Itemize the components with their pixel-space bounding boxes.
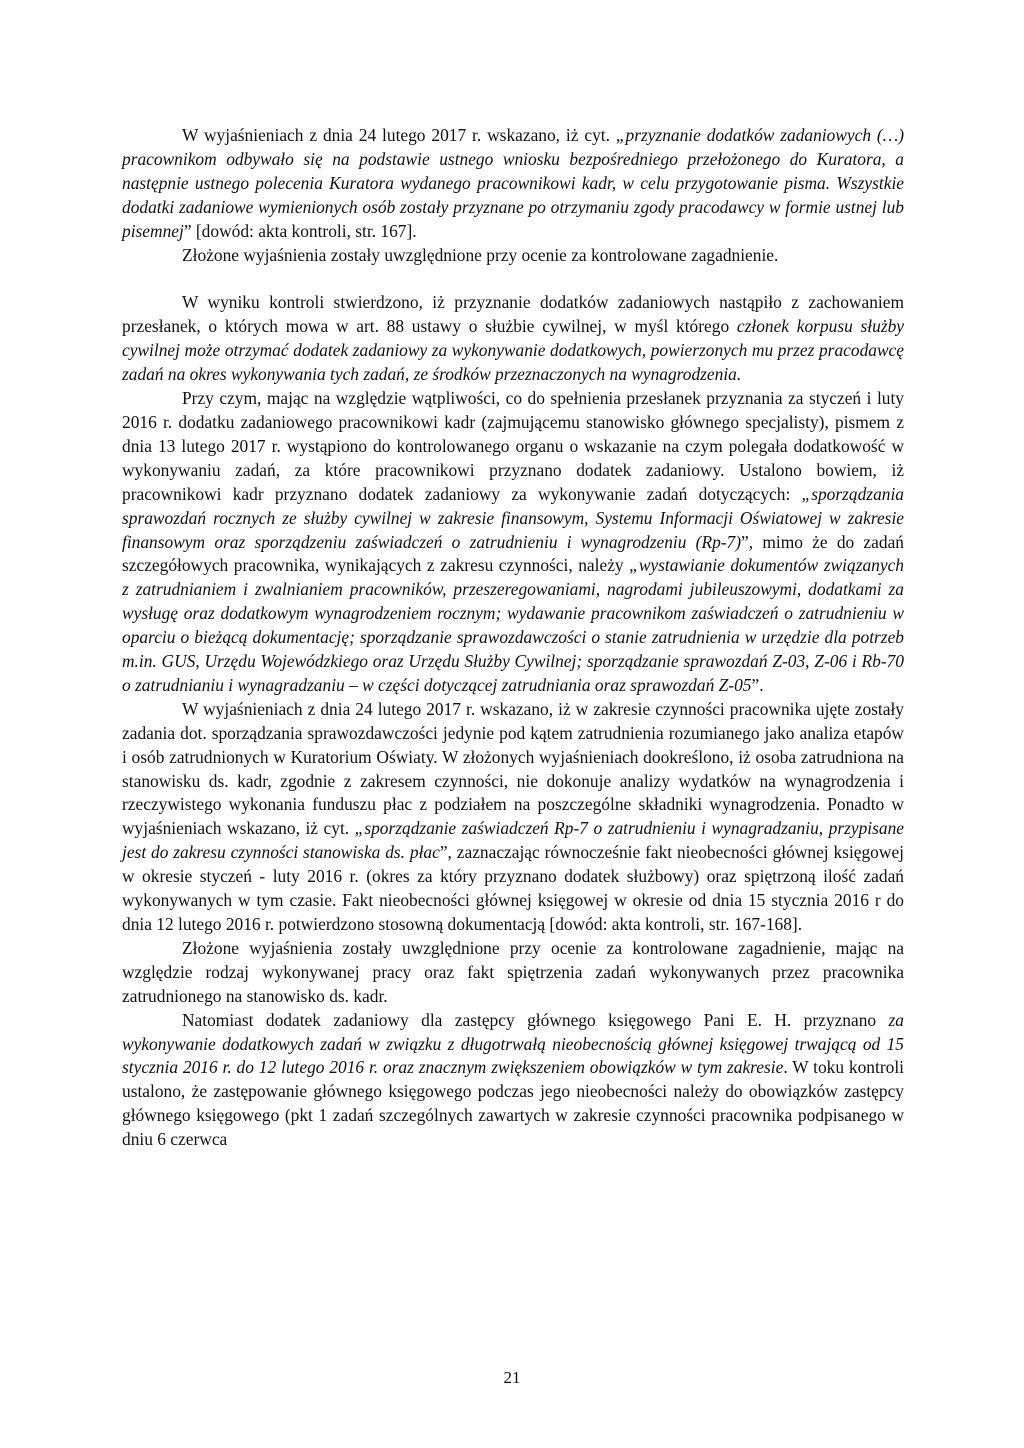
- paragraph-2: [122, 244, 904, 268]
- text-segment: W wyjaśnieniach z dnia 24 lutego 2017 r. wskazano, iż cyt.: [182, 125, 616, 145]
- text-segment: Natomiast dodatek zadaniowy dla zastępcy głównego księgowego Pani E. H. przyznano: [182, 1009, 889, 1030]
- page-number: 21: [503, 1368, 521, 1387]
- italic-quote: za wykonywanie dodatkowych zadań w związku z długotrwałą nieobecnością głównej księgowej trwającą od 15 stycznia 2016 r. do 12 lutego 2016 r. oraz znacznym zwiększeniem obowiązków w tym zakresie: [122, 1009, 904, 1078]
- paragraph-spacer: [122, 267, 904, 291]
- paragraph-3: [122, 291, 904, 387]
- italic-quote: „sporządzanie zaświadczeń Rp-7 o zatrudnieniu i wynagradzaniu, przypisane jest do zakresu czynności stanowiska ds. płac: [122, 818, 904, 863]
- text-segment: . W toku kontroli ustalono, że zastępowanie głównego księgowego podczas jego nieobecności należy do obowiązków zastępcy głównego księgowego (pkt 1 zadań szczególnych zawartych w zakresie czynności pracownika podpisanego w dniu 6 czerwca: [122, 1057, 904, 1150]
- text-segment: ”.: [751, 674, 764, 695]
- text-segment: W wyjaśnieniach z dnia 24 lutego 2017 r. wskazano, iż w zakresie czynności pracownika ujęte zostały zadania dot. sporządzania sprawozdawczości jedynie pod kątem zatrudnienia rozumianego jako analiza etapów i osób zatrudnionych w Kuratorium Oświaty. W złożonych wyjaśnieniach dookreślono, iż osoba zatrudniona na stanowisku ds. kadr, zgodnie z zakresem czynności, nie dokonuje analizy wydatków na wynagrodzenia i rzeczywistego wykonania funduszu płac z podziałem na poszczególne składniki wynagrodzenia. Ponadto w wyjaśnieniach wskazano, iż cyt.: [122, 698, 904, 839]
- text-segment: Złożone wyjaśnienia zostały uwzględnione przy ocenie za kontrolowane zagadnienie.: [182, 244, 779, 265]
- text-segment: Przy czym, mając na względzie wątpliwości, co do spełnienia przesłanek przyznania za styczeń i luty 2016 r. dodatku zadaniowego pracownikowi kadr (zajmującemu stanowisko głównego specjalisty), pismem z dnia 13 lutego 2017 r. wystąpiono do kontrolowanego organu o wskazanie na czym polegała dodatkowość w wykonywaniu zadań, za które pracownikowi przyznano dodatek zadaniowy. Ustalono bowiem, iż pracownikowi kadr przyznano dodatek zadaniowy za wykonywanie zadań dotyczących:: [122, 388, 904, 504]
- text-segment: Złożone wyjaśnienia zostały uwzględnione przy ocenie za kontrolowane zagadnienie, mając na względzie rodzaj wykonywanej pracy oraz fakt spiętrzenia zadań wykonywanych przez pracownika zatrudnionego na stanowisko ds. kadr.: [122, 937, 904, 1006]
- italic-quote: „przyznanie dodatków zadaniowych (…) pracownikom odbywało się na podstawie ustnego wniosku bezpośredniego przełożonego do Kuratora, a następnie ustnego polecenia Kuratora wydanego pracownikowi kadr, w celu przygotowanie pisma. Wszystkie dodatki zadaniowe wymienionych osób zostały przyznane po otrzymaniu zgody pracodawcy w formie ustnej lub pisemnej: [122, 125, 904, 241]
- paragraph-4: [122, 387, 904, 698]
- italic-quote: „sporządzania sprawozdań rocznych ze służby cywilnej w zakresie finansowym, Systemu Informacji Oświatowej w zakresie finansowym oraz sporządzeniu zaświadczeń o zatrudnieniu i wynagrodzeniu (Rp-7): [122, 483, 904, 552]
- paragraph-7: [122, 1009, 904, 1152]
- text-segment: ” [dowód: akta kontroli, str. 167].: [183, 220, 417, 241]
- italic-quote: członek korpusu służby cywilnej może otrzymać dodatek zadaniowy za wykonywanie dodatkowych, powierzonych mu przez pracodawcę zadań na okres wykonywania tych zadań, ze środków przeznaczonych na wynagrodzenia.: [122, 316, 904, 385]
- paragraph-5: [122, 698, 904, 937]
- italic-quote: „wystawianie dokumentów związanych z zatrudnianiem i zwalnianiem pracowników, przeszeregowaniami, nagrodami jubileuszowymi, dodatkami za wysługę oraz dodatkowym wynagrodzeniem rocznym; wydawanie pracownikom zaświadczeń o zatrudnieniu w oparciu o bieżącą dokumentację; sporządzanie sprawozdawczości o stanie zatrudnienia w urzędzie dla potrzeb m.in. GUS, Urzędu Wojewódzkiego oraz Urzędu Służby Cywilnej; sporządzanie sprawozdań Z-03, Z-06 i Rb-70 o zatrudnianiu i wynagradzaniu – w części dotyczącej zatrudniania oraz sprawozdań Z-05: [122, 555, 904, 695]
- paragraph-6: [122, 937, 904, 1009]
- document-body: [122, 124, 904, 1152]
- text-segment: W wyniku kontroli stwierdzono, iż przyznanie dodatków zadaniowych nastąpiło z zachowaniem przesłanek, o których mowa w art. 88 ustawy o służbie cywilnej, w myśl którego: [122, 292, 904, 337]
- paragraph-1: [122, 124, 904, 244]
- text-segment: ”, mimo że do zadań szczegółowych pracownika, wynikających z zakresu czynności, należy: [122, 531, 904, 576]
- text-segment: ”, zaznaczając równocześnie fakt nieobecności głównej księgowej w okresie styczeń - luty 2016 r. (okres za który przyznano dodatek służbowy) oraz spiętrzoną ilość zadań wykonywanych w tym czasie. Fakt nieobecności głównej księgowej w okresie od dnia 15 stycznia 2016 r do dnia 12 lutego 2016 r. potwierdzono stosowną dokumentacją [dowód: akta kontroli, str. 167-168].: [122, 842, 904, 934]
